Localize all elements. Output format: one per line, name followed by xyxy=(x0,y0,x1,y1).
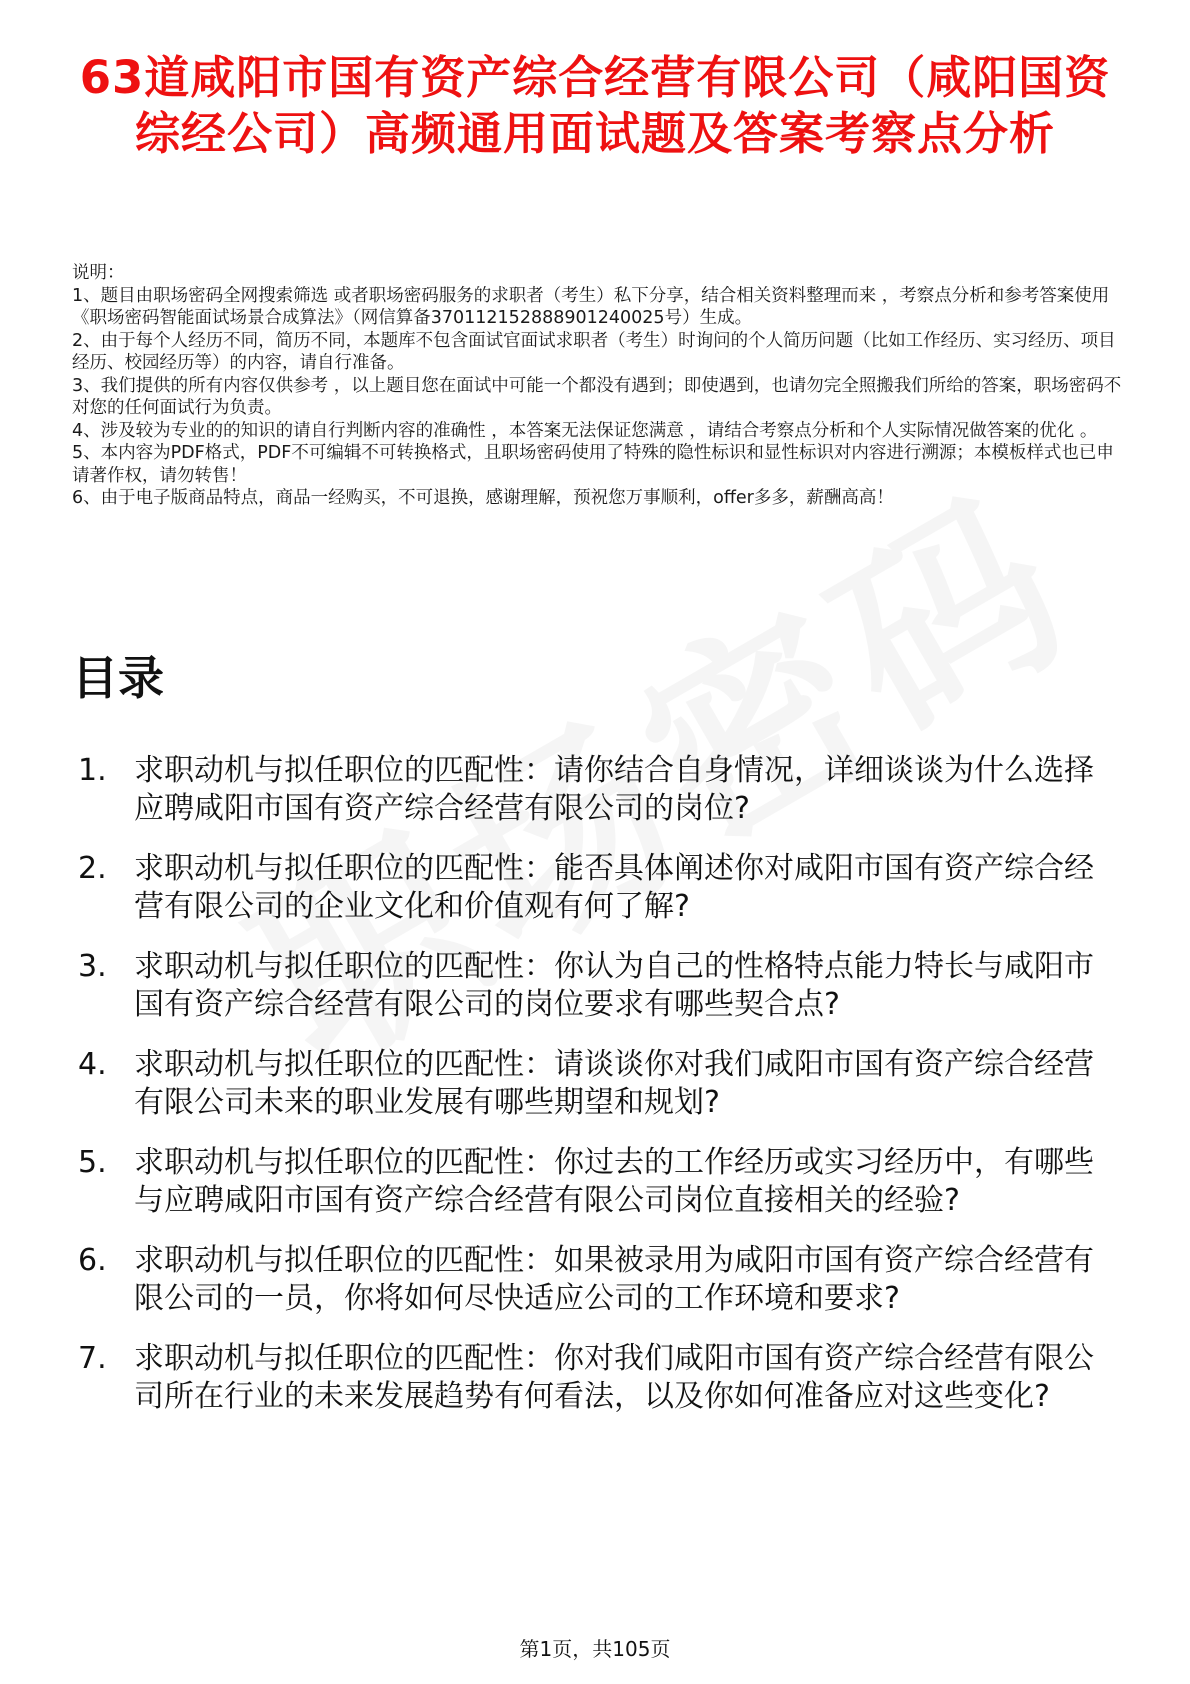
toc-item[interactable] xyxy=(72,1046,1122,1122)
toc-item[interactable] xyxy=(72,1242,1122,1318)
notes-item: 3、我们提供的所有内容仅供参考 ，以上题目您在面试中可能一个都没有遇到；即使遇到，也请勿完全照搬我们所给的答案，职场密码不对您的任何面试行为负责。 xyxy=(72,375,1122,418)
toc-item-link[interactable]: 求职动机与拟任职位的匹配性：你对我们咸阳市国有资产综合经营有限公司所在行业的未来发展趋势有何看法，以及你如何准备应对这些变化? xyxy=(134,1341,1094,1414)
notes-item: 1、题目由职场密码全网搜索筛选 或者职场密码服务的求职者（考生）私下分享，结合相关资料整理而来 ，考察点分析和参考答案使用《职场密码智能面试场景合成算法》（网信算备370112152888901240025号）生成。 xyxy=(72,285,1110,328)
toc-item[interactable] xyxy=(72,1340,1122,1416)
toc-item-number: 7. xyxy=(78,1341,107,1376)
toc-item-link[interactable]: 求职动机与拟任职位的匹配性：请你结合自身情况，详细谈谈为什么选择应聘咸阳市国有资产综合经营有限公司的岗位? xyxy=(134,753,1094,826)
toc-item-link[interactable]: 求职动机与拟任职位的匹配性：你过去的工作经历或实习经历中，有哪些与应聘咸阳市国有资产综合经营有限公司岗位直接相关的经验? xyxy=(134,1145,1094,1218)
toc-item[interactable] xyxy=(72,1144,1122,1220)
toc-item[interactable] xyxy=(72,850,1122,926)
notes-heading: 说明： xyxy=(72,263,125,283)
toc-list xyxy=(72,752,1122,1438)
toc-heading: 目录 xyxy=(72,651,164,705)
toc-item-number: 2. xyxy=(78,851,107,886)
notes-item: 2、由于每个人经历不同，简历不同，本题库不包含面试官面试求职者（考生）时询问的个人简历问题（比如工作经历、实习经历、项目经历、校园经历等）的内容，请自行准备。 xyxy=(72,330,1116,373)
toc-item-link[interactable]: 求职动机与拟任职位的匹配性：能否具体阐述你对咸阳市国有资产综合经营有限公司的企业文化和价值观有何了解? xyxy=(134,851,1094,924)
toc-item-number: 1. xyxy=(78,753,107,788)
toc-item[interactable] xyxy=(72,948,1122,1024)
notes-item: 4、涉及较为专业的的知识的请自行判断内容的准确性 ，本答案无法保证您满意 ，请结合考察点分析和个人实际情况做答案的优化 。 xyxy=(72,420,1098,441)
toc-item-number: 6. xyxy=(78,1243,107,1278)
toc-item-number: 4. xyxy=(78,1047,107,1082)
page-number: 第1页，共105页 xyxy=(519,1637,671,1661)
document-title: 63道咸阳市国有资产综合经营有限公司（咸阳国资综经公司）高频通用面试题及答案考察点分析 xyxy=(79,51,1111,160)
toc-item-number: 5. xyxy=(78,1145,107,1180)
notes-item: 6、由于电子版商品特点，商品一经购买，不可退换，感谢理解，预祝您万事顺利，offer多多，薪酬高高！ xyxy=(72,488,894,508)
toc-item-link[interactable]: 求职动机与拟任职位的匹配性：请谈谈你对我们咸阳市国有资产综合经营有限公司未来的职业发展有哪些期望和规划? xyxy=(134,1047,1094,1120)
toc-item-number: 3. xyxy=(78,949,107,984)
notes-section xyxy=(72,262,1122,510)
toc-item[interactable] xyxy=(72,752,1122,828)
notes-item: 5、本内容为PDF格式，PDF不可编辑不可转换格式，且职场密码使用了特殊的隐性标识和显性标识对内容进行溯源；本模板样式也已申请著作权，请勿转售！ xyxy=(72,443,1114,486)
toc-item-link[interactable]: 求职动机与拟任职位的匹配性：如果被录用为咸阳市国有资产综合经营有限公司的一员，你将如何尽快适应公司的工作环境和要求? xyxy=(134,1243,1094,1316)
toc-item-link[interactable]: 求职动机与拟任职位的匹配性：你认为自己的性格特点能力特长与咸阳市国有资产综合经营有限公司的岗位要求有哪些契合点? xyxy=(134,949,1094,1022)
